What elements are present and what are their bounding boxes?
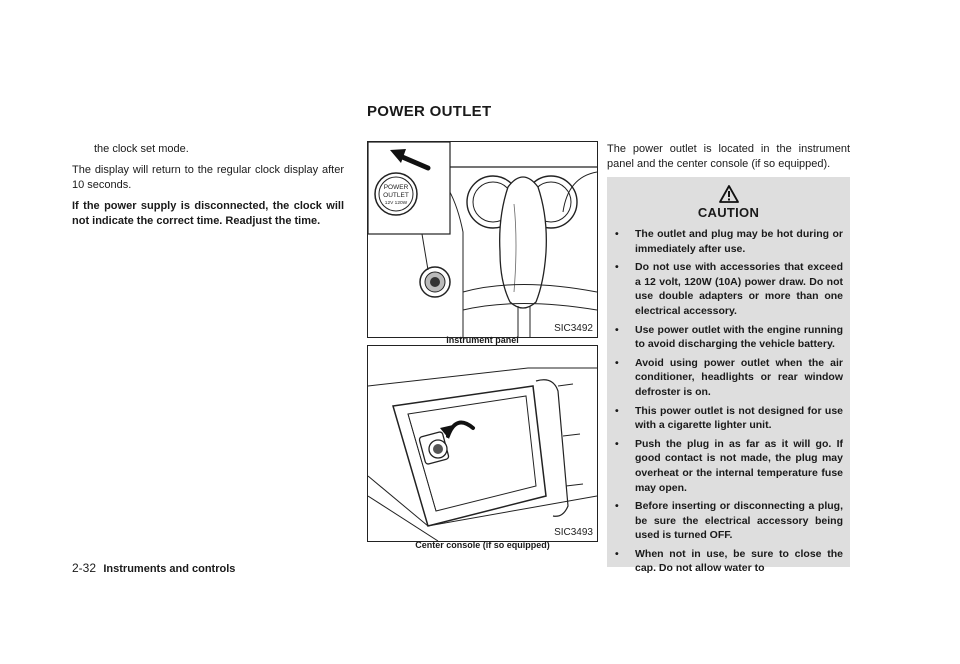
outlet-cap-label-line1: POWER	[383, 184, 409, 191]
caution-item: • Push the plug in as far as it will go. If good contact is not made, the plug may overheat or the internal temperature fuse may open.	[615, 437, 843, 494]
page-number: 2-32	[72, 561, 97, 575]
figure-code-sic3493: SIC3493	[554, 527, 593, 538]
figure-instrument-panel	[367, 141, 598, 338]
caution-box	[607, 177, 850, 575]
caution-item: • Avoid using power outlet when the air conditioner, headlights or rear window defroster is on.	[615, 356, 843, 398]
caution-item: • This power outlet is not designed for use with a cigarette lighter unit.	[615, 404, 843, 432]
caution-list	[615, 227, 843, 580]
figure-caption-instrument-panel: Instrument panel	[446, 335, 519, 345]
warning-triangle-icon	[719, 185, 739, 203]
outlet-cap-label-line2: OUTLET	[383, 192, 409, 199]
caution-title: CAUTION	[697, 205, 760, 220]
caution-item: • Do not use with accessories that exceed a 12 volt, 120W (10A) power draw. Do not use double adapters or more than one electrical accessory.	[615, 261, 843, 317]
caution-item: • Use power outlet with the engine running to avoid discharging the vehicle battery.	[615, 323, 843, 351]
caution-item: • The outlet and plug may be hot during or immediately after use.	[615, 228, 843, 255]
clock-set-text: the clock set mode.	[94, 143, 189, 155]
footer-section-name: Instruments and controls	[103, 563, 236, 575]
left-column	[72, 142, 344, 235]
section-title: POWER OUTLET	[367, 103, 492, 120]
clock-return-text: The display will return to the regular clock display after 10 seconds.	[72, 164, 344, 191]
center-console-illustration	[368, 346, 597, 541]
figure-code-sic3492: SIC3492	[554, 323, 593, 334]
power-disconnect-note: If the power supply is disconnected, the clock will not indicate the correct time. Readjust the time.	[72, 200, 344, 227]
figure-caption-center-console: Center console (if so equipped)	[415, 540, 550, 550]
caution-heading	[607, 185, 850, 220]
instrument-panel-illustration	[368, 142, 597, 337]
caution-item: • When not in use, be sure to close the cap. Do not allow water to	[615, 547, 843, 575]
right-column	[607, 142, 850, 575]
caution-item: • Before inserting or disconnecting a plug, be sure the electrical accessory being used is turned OFF.	[615, 500, 843, 542]
power-outlet-intro: The power outlet is located in the instrument panel and the center console (if so equipped).	[607, 143, 850, 170]
page-footer	[72, 561, 235, 575]
figure-center-console	[367, 345, 598, 542]
outlet-cap-label-line3: 12V 120W	[384, 201, 408, 206]
